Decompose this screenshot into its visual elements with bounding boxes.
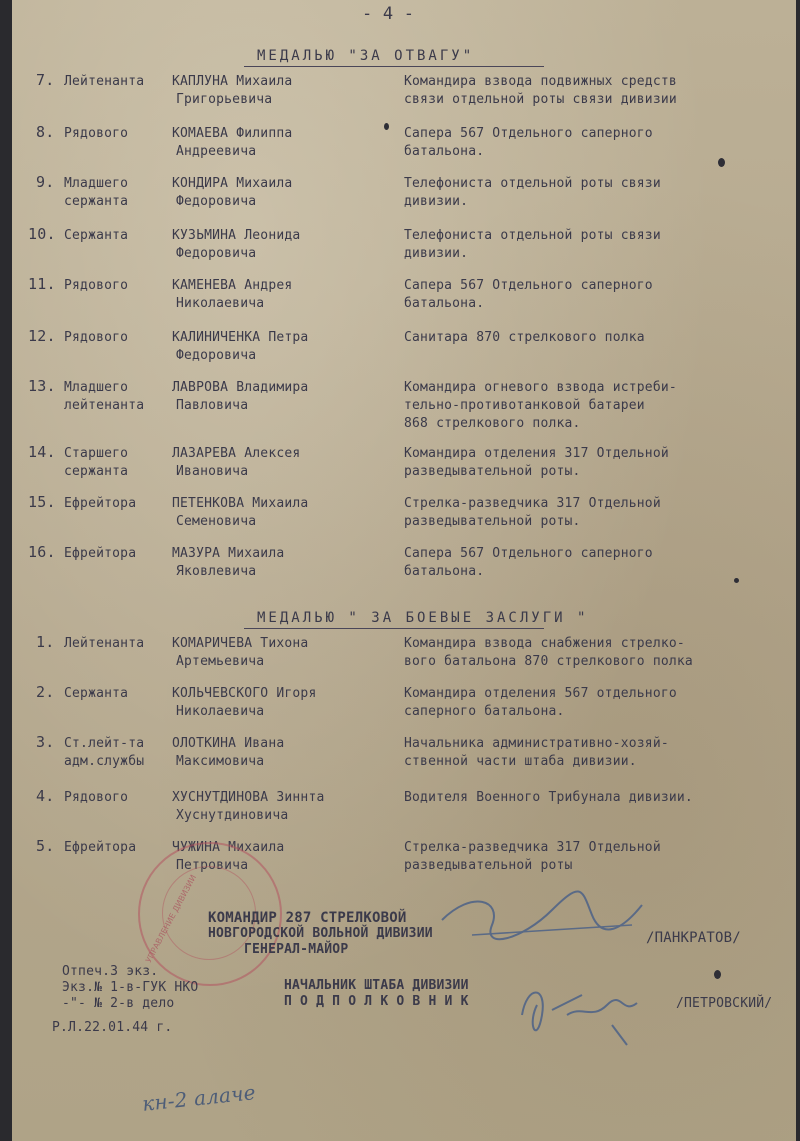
print-note-3: -"- № 2-в дело xyxy=(62,996,175,1011)
item-name: Федоровича xyxy=(176,194,257,209)
item-duty: Командира отделения 567 отдельного xyxy=(404,686,677,701)
item-duty: дивизии. xyxy=(404,246,469,261)
section2-underline xyxy=(244,628,544,629)
commander-signature xyxy=(432,880,652,960)
print-note-4: Р.Л.22.01.44 г. xyxy=(52,1020,173,1035)
item-duty: 868 стрелкового полка. xyxy=(404,416,581,431)
item-duty: Телефониста отдельной роты связи xyxy=(404,228,661,243)
ink-mark xyxy=(734,578,739,583)
item-name: Хуснутдиновича xyxy=(176,808,289,823)
item-name: ХУСНУТДИНОВА Зиннта xyxy=(172,790,325,805)
section2-title: МЕДАЛЬЮ " ЗА БОЕВЫЕ ЗАСЛУГИ " xyxy=(257,610,589,626)
item-duty: Сапера 567 Отдельного саперного xyxy=(404,278,653,293)
commander-line-1: КОМАНДИР 287 СТРЕЛКОВОЙ xyxy=(208,910,407,926)
item-rank: лейтенанта xyxy=(64,398,145,413)
item-duty: дивизии. xyxy=(404,194,469,209)
item-duty: Водителя Военного Трибунала дивизии. xyxy=(404,790,693,805)
item-name: ПЕТЕНКОВА Михаила xyxy=(172,496,309,511)
item-name: КОМАРИЧЕВА Тихона xyxy=(172,636,309,651)
item-name: Максимовича xyxy=(176,754,265,769)
item-duty: батальона. xyxy=(404,144,485,159)
item-duty: Начальника административно-хозяй- xyxy=(404,736,669,751)
item-name: КАПЛУНА Михаила xyxy=(172,74,293,89)
item-name: КАЛИНИЧЕНКА Петра xyxy=(172,330,309,345)
item-rank: Лейтенанта xyxy=(64,74,145,89)
item-number: 1. xyxy=(36,633,55,651)
document-page xyxy=(12,0,796,1141)
item-number: 7. xyxy=(36,71,55,89)
item-duty: Командира отделения 317 Отдельной xyxy=(404,446,669,461)
item-duty: ственной части штаба дивизии. xyxy=(404,754,637,769)
page-number: - 4 - xyxy=(362,4,415,24)
item-name: Ивановича xyxy=(176,464,249,479)
item-duty: батальона. xyxy=(404,296,485,311)
item-duty: Стрелка-разведчика 317 Отдельной xyxy=(404,496,661,511)
item-name: КОНДИРА Михаила xyxy=(172,176,293,191)
item-rank: Младшего xyxy=(64,176,129,191)
item-name: ОЛОТКИНА Ивана xyxy=(172,736,285,751)
item-rank: Лейтенанта xyxy=(64,636,145,651)
item-duty: саперного батальона. xyxy=(404,704,565,719)
item-name: ЛАВРОВА Владимира xyxy=(172,380,309,395)
item-rank: Рядового xyxy=(64,278,129,293)
item-number: 5. xyxy=(36,837,55,855)
item-name: ЛАЗАРЕВА Алексея xyxy=(172,446,301,461)
ink-mark xyxy=(384,123,389,130)
item-number: 9. xyxy=(36,173,55,191)
item-name: Федоровича xyxy=(176,348,257,363)
commander-line-3: ГЕНЕРАЛ-МАЙОР xyxy=(244,942,349,957)
handwritten-note: кн-2 алаче xyxy=(141,1080,257,1116)
item-name: Федоровича xyxy=(176,246,257,261)
item-rank: сержанта xyxy=(64,464,129,479)
item-name: ЧУЖИНА Михаила xyxy=(172,840,285,855)
item-name: Николаевича xyxy=(176,704,265,719)
item-duty: батальона. xyxy=(404,564,485,579)
section1-title: МЕДАЛЬЮ "ЗА ОТВАГУ" xyxy=(257,48,475,64)
item-rank: Рядового xyxy=(64,126,129,141)
item-rank: Ефрейтора xyxy=(64,496,137,511)
item-rank: Сержанта xyxy=(64,228,129,243)
chief-name: /ПЕТРОВСКИЙ/ xyxy=(676,996,773,1011)
item-rank: Младшего xyxy=(64,380,129,395)
ink-mark xyxy=(714,970,721,979)
item-duty: разведывательной роты xyxy=(404,858,573,873)
commander-line-2: НОВГОРОДСКОЙ ВОЛЬНОЙ ДИВИЗИИ xyxy=(208,926,433,941)
item-rank: Старшего xyxy=(64,446,129,461)
item-duty: разведывательной роты. xyxy=(404,514,581,529)
chief-line-2: П О Д П О Л К О В Н И К xyxy=(284,994,469,1009)
item-number: 11. xyxy=(28,275,56,293)
item-name: Семеновича xyxy=(176,514,257,529)
seal-text: УПРАВЛЕНИЕ ДИВИЗИИ xyxy=(144,873,199,965)
item-name: КУЗЬМИНА Леонида xyxy=(172,228,301,243)
item-duty: вого батальона 870 стрелкового полка xyxy=(404,654,693,669)
item-number: 15. xyxy=(28,493,56,511)
print-note-1: Отпеч.3 экз. xyxy=(62,964,159,979)
item-name: Артемьевича xyxy=(176,654,265,669)
item-duty: разведывательной роты. xyxy=(404,464,581,479)
item-rank: Ефрейтора xyxy=(64,840,137,855)
item-name: КАМЕНЕВА Андрея xyxy=(172,278,293,293)
item-name: Григорьевича xyxy=(176,92,273,107)
item-number: 4. xyxy=(36,787,55,805)
ink-mark xyxy=(718,158,725,167)
print-note-2: Экз.№ 1-в-ГУК НКО xyxy=(62,980,199,995)
item-name: Петровича xyxy=(176,858,249,873)
item-rank: адм.службы xyxy=(64,754,145,769)
item-rank: Ефрейтора xyxy=(64,546,137,561)
item-number: 13. xyxy=(28,377,56,395)
chief-signature xyxy=(512,965,672,1050)
item-duty: Командира взвода снабжения стрелко- xyxy=(404,636,685,651)
item-duty: Командира огневого взвода истреби- xyxy=(404,380,677,395)
item-rank: Рядового xyxy=(64,330,129,345)
item-number: 8. xyxy=(36,123,55,141)
item-name: Николаевича xyxy=(176,296,265,311)
item-name: Павловича xyxy=(176,398,249,413)
item-number: 16. xyxy=(28,543,56,561)
item-name: Яковлевича xyxy=(176,564,257,579)
item-name: Андреевича xyxy=(176,144,257,159)
item-rank: Рядового xyxy=(64,790,129,805)
item-name: МАЗУРА Михаила xyxy=(172,546,285,561)
item-number: 10. xyxy=(28,225,56,243)
item-duty: тельно-противотанковой батареи xyxy=(404,398,645,413)
item-duty: Санитара 870 стрелкового полка xyxy=(404,330,645,345)
item-duty: Телефониста отдельной роты связи xyxy=(404,176,661,191)
item-name: КОМАЕВА Филиппа xyxy=(172,126,293,141)
item-rank: Ст.лейт-та xyxy=(64,736,145,751)
chief-line-1: НАЧАЛЬНИК ШТАБА ДИВИЗИИ xyxy=(284,978,469,993)
section1-underline xyxy=(244,66,544,67)
commander-name: /ПАНКРАТОВ/ xyxy=(646,930,741,946)
item-number: 12. xyxy=(28,327,56,345)
item-duty: Стрелка-разведчика 317 Отдельной xyxy=(404,840,661,855)
item-duty: связи отдельной роты связи дивизии xyxy=(404,92,677,107)
item-number: 14. xyxy=(28,443,56,461)
item-duty: Сапера 567 Отдельного саперного xyxy=(404,546,653,561)
item-duty: Сапера 567 Отдельного саперного xyxy=(404,126,653,141)
item-name: КОЛЬЧЕВСКОГО Игоря xyxy=(172,686,317,701)
item-number: 3. xyxy=(36,733,55,751)
item-rank: сержанта xyxy=(64,194,129,209)
item-rank: Сержанта xyxy=(64,686,129,701)
item-number: 2. xyxy=(36,683,55,701)
item-duty: Командира взвода подвижных средств xyxy=(404,74,677,89)
